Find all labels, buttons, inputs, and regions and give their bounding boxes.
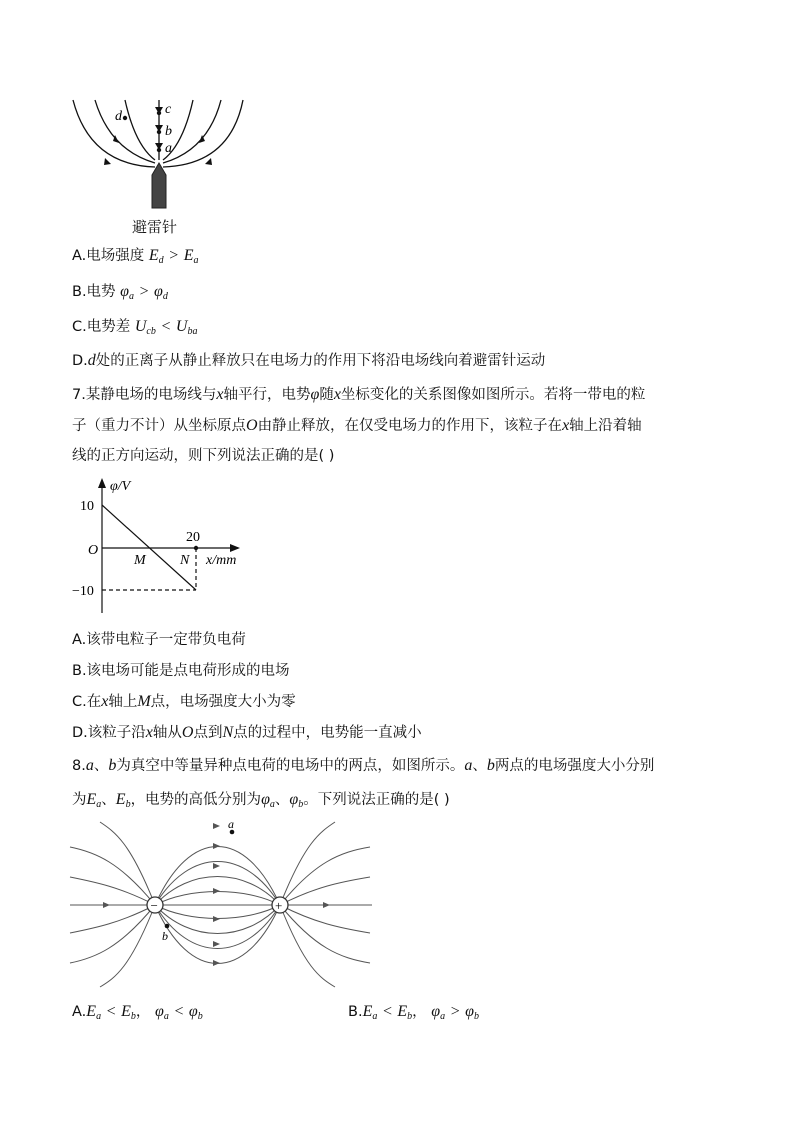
option-text: C.电势差 xyxy=(72,319,131,335)
field-line xyxy=(280,877,370,905)
text: 、 xyxy=(93,758,109,774)
var: φ xyxy=(431,1003,441,1020)
sub: b xyxy=(407,1011,413,1022)
op: > xyxy=(138,283,150,300)
var: a xyxy=(85,757,94,774)
field-line xyxy=(155,892,280,906)
var: φ xyxy=(120,283,130,300)
text: 。下列说法正确的是( ) xyxy=(303,792,450,808)
text: 7.某静电场的电场线与 xyxy=(72,387,217,403)
var: φ xyxy=(154,283,163,300)
sub: ba xyxy=(187,326,198,337)
op: < xyxy=(381,1003,393,1020)
point-n-label: N xyxy=(180,553,190,568)
point-c xyxy=(157,111,161,115)
var: U xyxy=(175,318,188,335)
var: E xyxy=(86,791,97,808)
sub: b xyxy=(125,799,131,810)
sub: b xyxy=(197,1011,203,1022)
x-axis-arrow xyxy=(230,544,240,552)
var: b xyxy=(108,757,117,774)
text: 由静止释放，在仅受电场力的作用下，该粒子在 xyxy=(257,418,563,434)
xlabel: x/mm xyxy=(206,553,237,568)
option-text: 处的正离子从静止释放只在电场力的作用下将沿电场线向着避雷针运动 xyxy=(95,353,546,369)
field-line xyxy=(155,905,280,919)
text: D.该粒子沿 xyxy=(72,725,146,741)
sub: b xyxy=(473,1011,479,1022)
text: ， xyxy=(135,1004,151,1020)
tick-neg10: −10 xyxy=(72,584,94,599)
var: φ xyxy=(289,791,299,808)
label-a: a xyxy=(228,817,234,831)
var: E xyxy=(121,1003,131,1020)
label-d: d xyxy=(115,109,122,124)
dipole-field-figure xyxy=(70,817,380,987)
q7-stem-line1 xyxy=(72,385,645,405)
tick-20: 20 xyxy=(186,530,200,545)
var: a xyxy=(464,757,473,774)
text: 子（重力不计）从坐标原点 xyxy=(72,418,246,434)
point-a xyxy=(157,148,161,152)
q7-option-b[interactable]: B.该电场可能是点电荷形成的电场 xyxy=(72,663,290,679)
var: E xyxy=(86,1003,97,1020)
option-text: D. xyxy=(72,353,88,369)
var: E xyxy=(148,247,159,264)
q7-option-d[interactable] xyxy=(72,723,422,743)
sub: a xyxy=(129,291,135,302)
q6-option-c[interactable] xyxy=(72,317,197,342)
text: C.在 xyxy=(72,694,102,710)
q6-option-d[interactable] xyxy=(72,351,545,371)
positive-sign: + xyxy=(275,898,283,913)
q7-option-c[interactable] xyxy=(72,692,296,712)
var: E xyxy=(183,247,194,264)
var: N xyxy=(222,724,234,741)
q6-option-b[interactable] xyxy=(72,282,168,307)
var: E xyxy=(362,1003,373,1020)
var: φ xyxy=(188,1003,198,1020)
text: 随 xyxy=(319,387,334,403)
var: M xyxy=(137,693,151,710)
text: 轴上沿着轴 xyxy=(569,418,642,434)
sub: a xyxy=(163,1011,169,1022)
op: < xyxy=(105,1003,117,1020)
var: x xyxy=(145,724,153,741)
text: 轴上 xyxy=(108,694,138,710)
field-line xyxy=(155,905,280,964)
field-line xyxy=(155,847,280,906)
q8-stem-line2 xyxy=(72,790,450,815)
var: φ xyxy=(261,791,270,808)
var: O xyxy=(246,417,258,434)
var: U xyxy=(134,318,147,335)
q8-option-b[interactable] xyxy=(348,1002,479,1027)
text: 两点的电场强度大小分别 xyxy=(494,758,655,774)
var: b xyxy=(486,757,495,774)
sub: d xyxy=(162,291,168,302)
point-b xyxy=(157,130,161,134)
var: d xyxy=(87,352,96,369)
label-a: a xyxy=(165,141,172,156)
text: B. xyxy=(348,1004,363,1020)
sub: a xyxy=(269,799,275,810)
q7-stem-line3: 线的正方向运动，则下列说法正确的是( ) xyxy=(72,448,335,464)
label-c: c xyxy=(165,102,172,117)
text: 8. xyxy=(72,758,86,774)
var: E xyxy=(115,791,126,808)
negative-sign: − xyxy=(150,898,158,913)
point-b xyxy=(165,924,170,929)
field-line xyxy=(155,862,280,906)
y-axis-arrow xyxy=(98,478,106,488)
fig1-caption: 避雷针 xyxy=(132,218,178,236)
text: 轴平行，电势 xyxy=(223,387,311,403)
sub: a xyxy=(440,1011,446,1022)
field-line xyxy=(73,100,155,167)
op: > xyxy=(168,247,180,264)
text: ，电势的高低分别为 xyxy=(130,792,262,808)
sub: a xyxy=(96,799,102,810)
op: < xyxy=(173,1003,185,1020)
sub: a xyxy=(96,1011,102,1022)
field-line xyxy=(280,847,370,905)
label-b: b xyxy=(165,124,172,139)
sub: b xyxy=(130,1011,136,1022)
var: O xyxy=(181,724,194,741)
field-line xyxy=(280,905,370,933)
var: x xyxy=(333,386,341,403)
text: A. xyxy=(72,1004,87,1020)
var: x xyxy=(216,386,224,403)
point-m-label: M xyxy=(134,553,146,568)
text: 轴从 xyxy=(152,725,182,741)
point-d xyxy=(123,116,127,120)
text: 点的过程中，电势能一直减小 xyxy=(233,725,422,741)
sub: cb xyxy=(146,326,156,337)
op: > xyxy=(449,1003,461,1020)
sub: a xyxy=(193,255,199,266)
lightning-rod xyxy=(152,163,166,208)
var: φ xyxy=(465,1003,474,1020)
text: 、 xyxy=(274,792,290,808)
sub: a xyxy=(372,1011,378,1022)
text: 、 xyxy=(101,792,116,808)
field-line xyxy=(280,905,370,963)
q8-option-a[interactable] xyxy=(72,1002,203,1027)
text: 坐标变化的关系图像如图所示。若将一带电的粒 xyxy=(340,387,646,403)
q7-stem-line2 xyxy=(72,416,642,436)
var: φ xyxy=(310,386,320,403)
field-line xyxy=(163,100,243,167)
text: 点，电场强度大小为零 xyxy=(150,694,296,710)
var: φ xyxy=(154,1003,164,1020)
op: < xyxy=(160,318,172,335)
var: x xyxy=(562,417,570,434)
potential-graph xyxy=(70,478,250,618)
var: E xyxy=(397,1003,408,1020)
field-line xyxy=(155,905,280,949)
var: x xyxy=(101,693,109,710)
q6-option-a[interactable] xyxy=(72,246,198,271)
option-text: B.电势 xyxy=(72,284,116,300)
sub: b xyxy=(298,799,304,810)
ylabel: φ/V xyxy=(110,479,131,494)
q8-stem-line1 xyxy=(72,756,654,776)
text: ， xyxy=(412,1004,427,1020)
option-text: A.电场强度 xyxy=(72,248,145,264)
point-n xyxy=(194,546,198,550)
q7-option-a[interactable]: A.该带电粒子一定带负电荷 xyxy=(72,632,246,648)
text: 、 xyxy=(472,758,487,774)
tick-10: 10 xyxy=(80,499,94,514)
sub: d xyxy=(158,255,164,266)
text: 为 xyxy=(72,792,87,808)
text: 为真空中等量异种点电荷的电场中的两点，如图所示。 xyxy=(116,758,465,774)
text: 点到 xyxy=(193,725,223,741)
origin-label: O xyxy=(88,543,99,558)
field-line xyxy=(95,100,155,163)
label-b: b xyxy=(162,929,168,943)
